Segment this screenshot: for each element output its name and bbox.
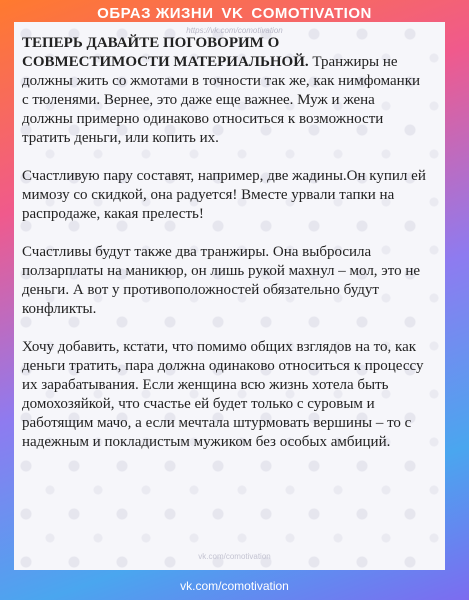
paragraph-1-text: Транжиры не должны жить со жмотами в точности так же, как нимфоманки с тюленями. Вернее, это даже еще важнее. Муж и жена должны примерно одинаково относиться к возможности тратить деньги, или копить их.: [22, 54, 421, 146]
brand-right-text: COMOTIVATION: [251, 4, 372, 22]
paragraph-2: Счастливую пару составят, например, две жадины.Он купил ей мимозу со скидкой, она радуется! Вместе урвали тапки на распродаже, какая прелесть!: [22, 168, 426, 222]
vk-logo-icon: VK: [221, 4, 244, 22]
paragraph-3: Счастливы будут также два транжиры. Она выбросила ползарплаты на маникюр, он лишь рукой махнул – мол, это не деньги. А вот у противоположностей обязательно будут конфликты.: [22, 244, 421, 317]
paragraph-4: Хочу добавить, кстати, что помимо общих взглядов на то, как деньги тратить, пара должна одинаково относиться к процессу их зарабатывания. Если женщина всю жизнь хотела быть домохозяйкой, что счастье ей будет только с суровым и работящим мачо, а если мечтала штурмовать вершины – то с надежным и покладистым мужиком без особых амбиций.: [22, 339, 424, 450]
paragraph-1: [22, 34, 427, 148]
paragraph-1-heading: ТЕПЕРЬ ДАВАЙТЕ ПОГОВОРИМ О СОВМЕСТИМОСТИ МАТЕРИАЛЬНОЙ.: [22, 35, 309, 70]
article-body: [22, 34, 427, 471]
bottom-watermark: vk.com/comotivation: [198, 552, 271, 561]
top-url-watermark: https://vk.com/comotivation: [186, 26, 283, 35]
brand-left-text: ОБРАЗ ЖИЗНИ: [97, 4, 214, 22]
footer-url[interactable]: vk.com/comotivation: [180, 579, 289, 593]
